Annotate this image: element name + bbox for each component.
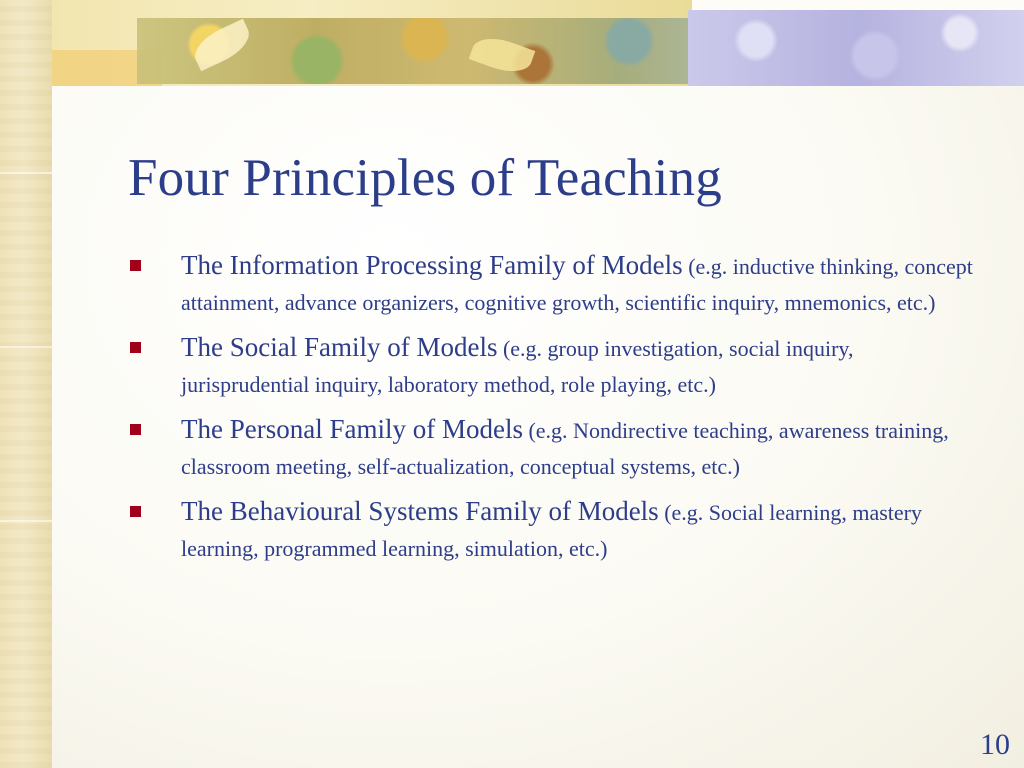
left-decorative-strip [0, 0, 52, 768]
bullet-examples: (e.g. Social learning, mastery learning, programmed learning, simulation, etc.) [181, 500, 923, 561]
bullet-heading: The Behavioural Systems Family of Models [181, 496, 659, 526]
bullet-item-social [130, 330, 980, 402]
square-bullet-icon [130, 506, 141, 517]
square-bullet-icon [130, 260, 141, 271]
bullet-item-information-processing [130, 248, 980, 320]
header-banner-image [52, 0, 1024, 86]
bullet-heading: The Social Family of Models [181, 332, 498, 362]
square-bullet-icon [130, 342, 141, 353]
bullet-list [130, 248, 980, 576]
bullet-examples: (e.g. group investigation, social inquiry, jurisprudential inquiry, laboratory method, role playing, etc.) [181, 336, 854, 397]
square-bullet-icon [130, 424, 141, 435]
slide-number: 10 [980, 728, 1010, 761]
strip-seam [0, 346, 52, 348]
slide-title: Four Principles of Teaching [128, 149, 722, 207]
bullet-text [181, 412, 980, 484]
bullet-heading: The Information Processing Family of Models [181, 250, 683, 280]
strip-seam [0, 520, 52, 522]
strip-seam [0, 172, 52, 174]
banner-blue-photo [688, 10, 1024, 86]
bullet-text [181, 494, 980, 566]
bullet-item-personal [130, 412, 980, 484]
bullet-examples: (e.g. inductive thinking, concept attainment, advance organizers, cognitive growth, scientific inquiry, mnemonics, etc.) [181, 254, 973, 315]
bullet-text [181, 330, 980, 402]
bullet-heading: The Personal Family of Models [181, 414, 523, 444]
bullet-item-behavioural-systems [130, 494, 980, 566]
bullet-examples: (e.g. Nondirective teaching, awareness training, classroom meeting, self-actualization, conceptual systems, etc.) [181, 418, 949, 479]
bullet-text [181, 248, 980, 320]
